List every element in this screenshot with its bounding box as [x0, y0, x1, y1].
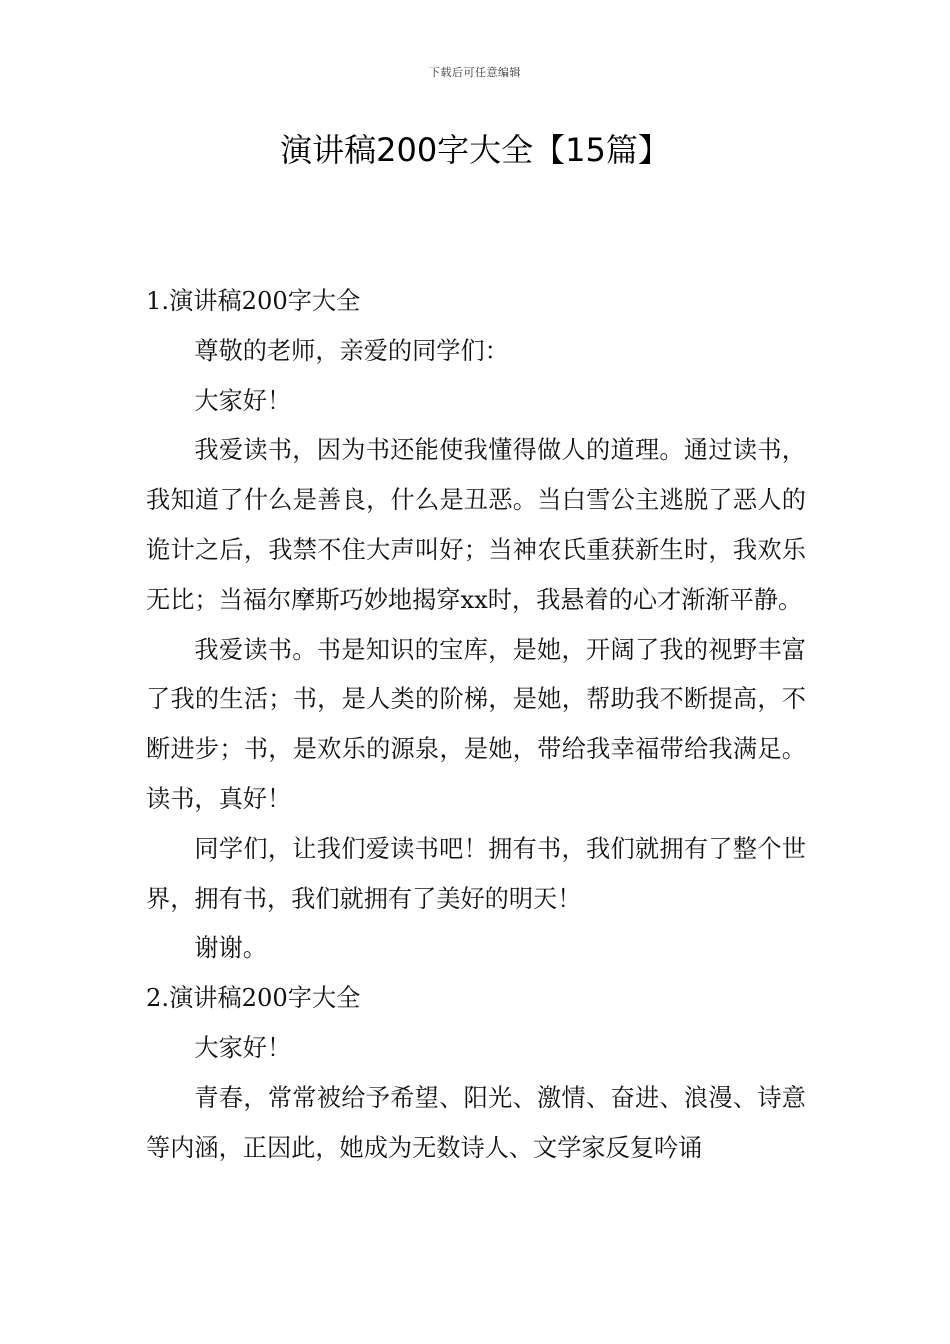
- paragraph: 尊敬的老师，亲爱的同学们：: [194, 336, 509, 365]
- paragraph: 我爱读书，因为书还能使我懂得做人的道理。通过读书，我知道了什么是善良，什么是丑恶。当白雪公主逃脱了恶人的诡计之后，我禁不住大声叫好；当神农氏重获新生时，我欢乐无比；当福尔摩斯巧妙地揭穿xx时，我悬着的心才渐渐平静。: [146, 436, 806, 614]
- paragraph: 谢谢。: [194, 934, 267, 963]
- paragraph: 我爱读书。书是知识的宝库，是她，开阔了我的视野丰富了我的生活；书，是人类的阶梯，是她，帮助我不断提高，不断进步；书，是欢乐的源泉，是她，带给我幸福带给我满足。读书，真好！: [146, 635, 806, 813]
- paragraph: 大家好！: [194, 1033, 292, 1062]
- document-body: [146, 277, 806, 1173]
- paragraph: 大家好！: [194, 386, 292, 415]
- paragraph: 青春，常常被给予希望、阳光、激情、奋进、浪漫、诗意等内涵，正因此，她成为无数诗人、文学家反复吟诵: [146, 1083, 806, 1162]
- section-heading-1: 1.演讲稿200字大全: [146, 287, 361, 315]
- paragraph: 同学们，让我们爱读书吧！拥有书，我们就拥有了整个世界，拥有书，我们就拥有了美好的明天！: [146, 834, 806, 913]
- document-title: 演讲稿200字大全【15篇】: [280, 131, 670, 169]
- header-note: 下载后可任意编辑: [429, 66, 521, 79]
- section-heading-2: 2.演讲稿200字大全: [146, 984, 361, 1013]
